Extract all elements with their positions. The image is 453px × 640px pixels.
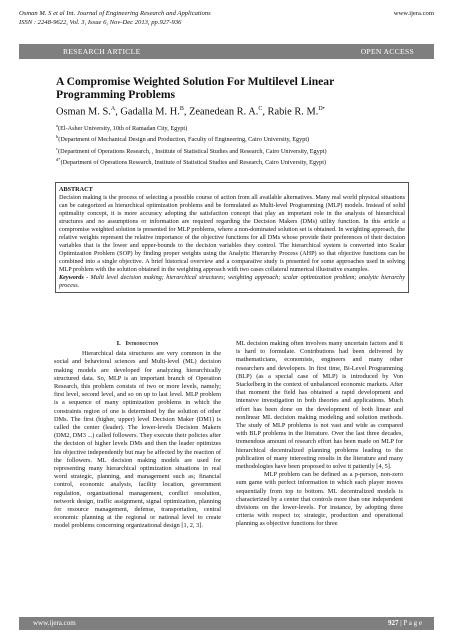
- affiliation: $^c$(Department of Operations Research, , Institute of Statistical Studies and Research, Cairo University, Egypt): [56, 145, 327, 155]
- journal-line-2: ISSN : 2248-9622, Vol. 3, Issue 6, Nov-Dec 2013, pp.927-936: [19, 18, 182, 26]
- affiliations: [56, 122, 426, 167]
- affiliation: $^a$(El-Asher University, 10th of Ramadan City, Egypt): [56, 123, 188, 133]
- left-column: [54, 340, 221, 531]
- affiliation: $^b$(Department of Mechanical Design and Production, Faculty of Engineering, Cairo University, Egypt): [56, 134, 310, 144]
- affiliation: $^{d*}$(Department of Operations Research, Institute of Statistical Studies and Research, Cairo University, Egypt): [56, 156, 327, 166]
- open-access-label: OPEN ACCESS: [360, 47, 414, 56]
- paper-title: A Compromise Weighted Solution For Multilevel Linear Programming Problems: [56, 75, 335, 101]
- footer-url-link[interactable]: www.ijera.com: [33, 619, 76, 627]
- abstract-box: [55, 182, 409, 293]
- abstract-body: Decision making is the process of selecting a possible course of action from all available alternatives. Many real world physical situations can be categorized as hierarchical optimization problems and be formulated as Multi-level Programming (MLP) models. Instead of solid optimality concept, it is more accuracy adopting the satisfaction concept that play an important role in the analysis of hierarchical structures and no assumptions or information are required regarding the Decision Makers (DMs) utility function. In this article a compromise weighted solution is presented for MLP problems, where a non-dominated solution set is obtained. In weighting approach, the relative weights represent the relative importance of the objective functions for all DMs whose provide their preferences of their decision variables that is the lower and upper-bounds to the decision variables they control. The hierarchical system is converted into Scalar Optimization Problem (SOP) by finding proper weights using the Analytic Hierarchy Process (AHP) so that objective functions can be combined into a single objective. A brief historical overview and a comparative study is presented for some approaches used in solving MLP problem with the solution obtained in the weighting approach with two cases collateral numerical illustrative examples.: [59, 194, 405, 273]
- intro-paragraph: Hierarchical data structures are very common in the social and behavioral sciences and Multi-level (ML) decision making models are developed for analyzing hierarchically structured data. So, MLP is an important branch of Operation Research, this problem consists of two or more levels, namely; first level, second level, and so on up to last level. MLP problem is a sequence of many optimization problems in which the constraints region of one is determined by the solution of other DMs. The first (higher, upper) level Decision Maker (DM1) is called the center (leader). The lower-levels Decision Makers (DM2, DM3 ...) called followers. They execute their policies after the decision of higher levels DMs and then the leader optimizes his objective independently but may be affected by the reaction of the followers. ML decision making models are used for representing many hierarchical optimization situations in real word strategic, planning, and management such as; financial control, economic analysis, facility location, government regulation, organizational management, conflict resolution, network design, traffic assignment, signal optimization, planning for resource management, defense, transportation, central economic planning at the regional or national level to create model problems concerning organizational design [1, 2, 3].: [54, 350, 221, 530]
- journal-line-1: Osman M. S et al Int. Journal of Engineering Research and Applications: [19, 10, 211, 17]
- right-column: [236, 340, 403, 529]
- keywords: Keywords - Multi level decision making; hierarchical structures; weighting approach; scalar optimization problem; analytic hierarchy process.: [59, 274, 405, 289]
- abstract-heading: ABSTRACT: [59, 186, 93, 193]
- author-list: Osman M. S.$^A$, Gadalla M. H.$^B$, Zeanedean R. A.$^C$, Rabie R. M.$^{D•}$: [56, 106, 325, 118]
- article-type-band: [19, 44, 434, 59]
- section-heading: I. Introduction: [116, 340, 159, 347]
- page-number: 927 | P a g e: [388, 619, 422, 627]
- intro-paragraph-2: ML decision making often involves many uncertain factors and it is hard to formulate. Contributions had been delivered by mathematicians, economists, engineers and many other researchers and developers. In first time, Bi-Level Programming (BLP) (as a special case of MLP) is introduced by Von Stackelberg in the context of unbalanced economic markets. After that moment the field has obtained a rapid development and intensive investigation in both theories and applications. Much effort has been done on the development of both linear and nonlinear ML decision making modeling and solution methods. The study of MLP problems is not vast and wide as compared with BLP problems in the literature. Over the last three decades, tremendous amount of research effort has been made on MLP for hierarchical decentralized planning problems leading to the publication of many interesting results in the literature and many methodologies have been proposed to solve it patiently [4, 5].: [236, 340, 403, 471]
- intro-paragraph-3: MLP problem can be defined as a p-person, non-zero sum game with perfect information in which each player moves sequentially from top to bottom. ML decentralized models is characterized by a center that controls more than one independent divisions on the lower-levels. For instance, by adopting three criteria with respect to; strategic, production and operational planning as objective functions for three: [236, 471, 403, 528]
- page-footer: [19, 617, 434, 630]
- header-url-link[interactable]: www.ijera.com: [393, 10, 434, 17]
- running-header: [19, 10, 434, 27]
- research-article-label: RESEARCH ARTICLE: [63, 47, 141, 56]
